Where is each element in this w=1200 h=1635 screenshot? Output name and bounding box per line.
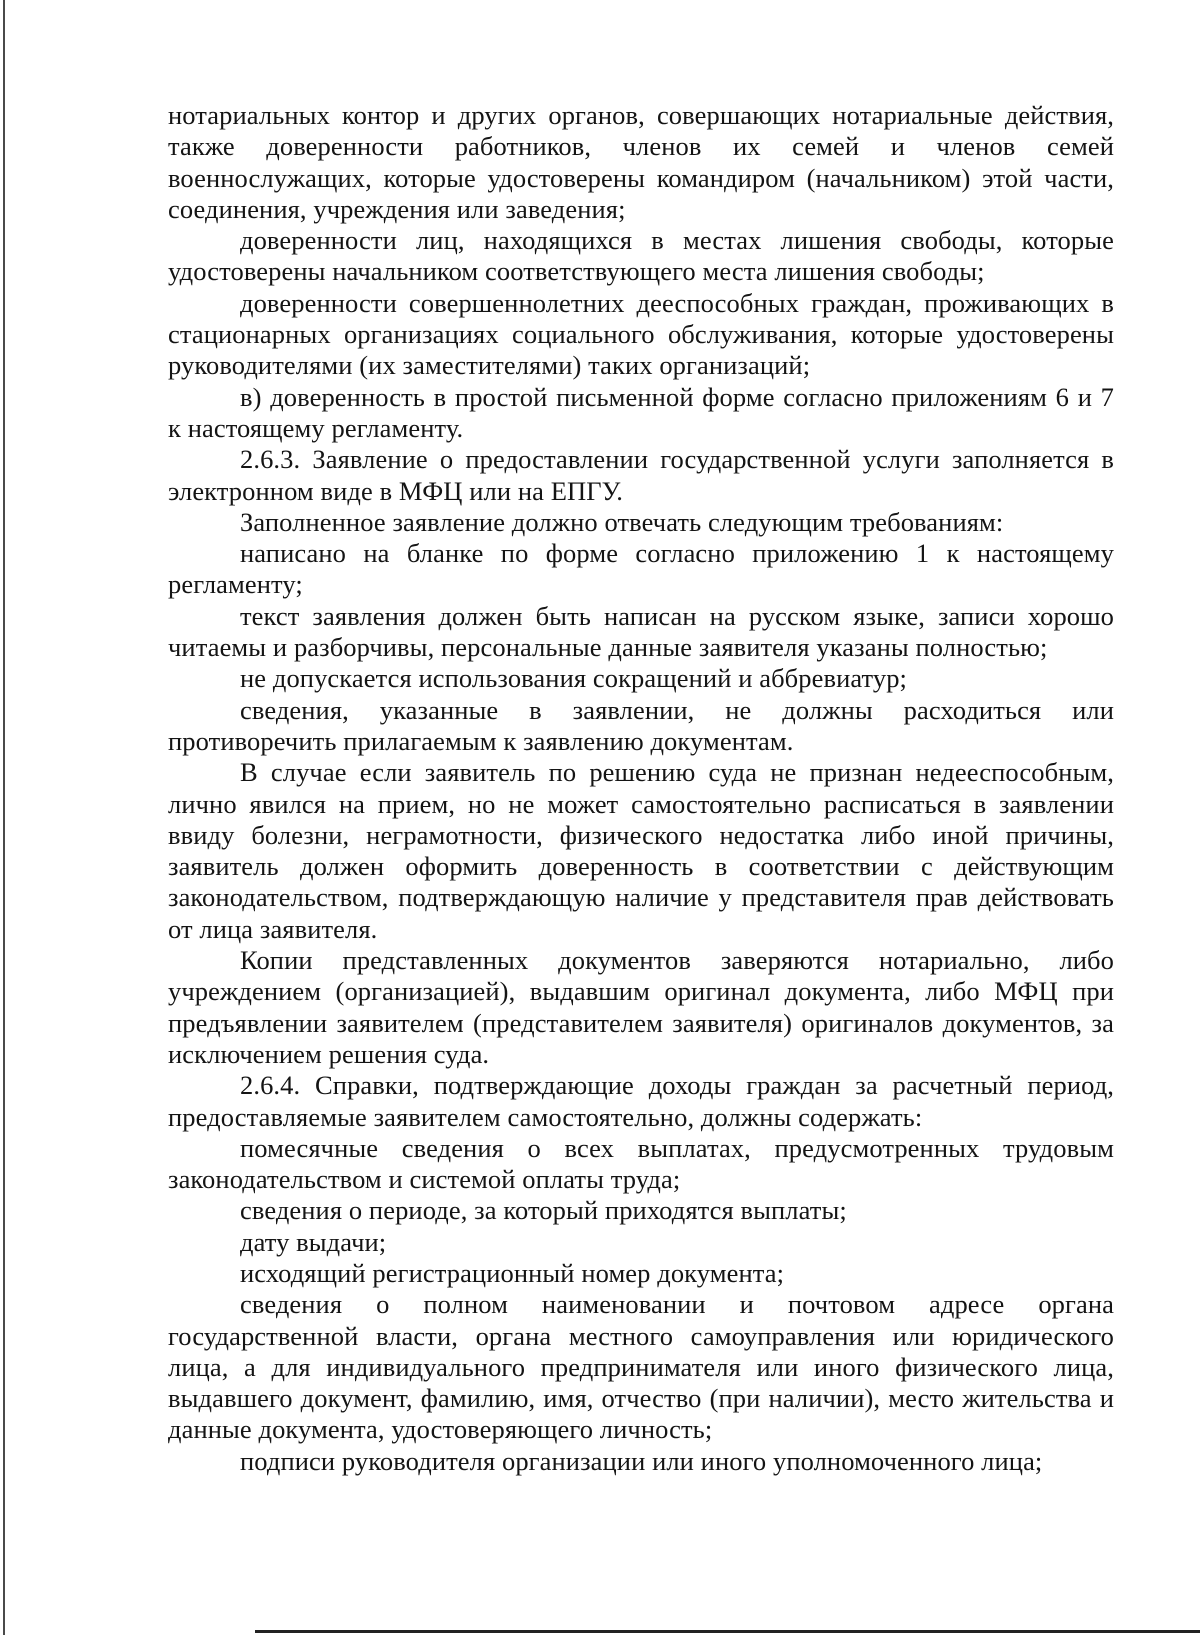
paragraph-registration-number: исходящий регистрационный номер документа; (240, 1257, 785, 1288)
paragraph-issuer-details: сведения о полном наименовании и почтовом адресе органа государственной власти, органа местного самоуправления или юридического лица, а для индивидуального предпринимателя или иного физического лица, выдавшего документ, фамилию, имя, отчество (при наличии), место жительства и данные документа, удостоверяющего личность; (168, 1289, 1114, 1445)
paragraph-simple-written-power: в) доверенность в простой письменной форме согласно приложениям 6 и 7 к настоящему регламенту. (168, 381, 1114, 443)
paragraph-russian-language: текст заявления должен быть написан на русском языке, записи хорошо читаемы и разборчивы, персональные данные заявителя указаны полностью; (168, 600, 1114, 663)
paragraph-monthly-payments: помесячные сведения о всех выплатах, предусмотренных трудовым законодательством и системой оплаты труда; (168, 1132, 1114, 1195)
document-body (168, 100, 1114, 1477)
paragraph-section-2-6-4: 2.6.4. Справки, подтверждающие доходы граждан за расчетный период, предоставляемые заявителем самостоятельно, должны содержать: (168, 1070, 1114, 1132)
paragraph-payment-period: сведения о периоде, за который приходятся выплаты; (240, 1195, 847, 1226)
paragraph-prison-powers: доверенности лиц, находящихся в местах лишения свободы, которые удостоверены начальником соответствующего места лишения свободы; (168, 225, 1114, 287)
paragraph-unable-to-sign: В случае если заявитель по решению суда не признан недееспособным, лично явился на прием, но не может самостоятельно расписаться в заявлении ввиду болезни, неграмотности, физического недостатка либо иной причины, заявитель должен оформить доверенность в соответствии с действующим законодательством, подтверждающую наличие у представителя прав действовать от лица заявителя. (168, 757, 1114, 944)
paragraph-no-contradictions: сведения, указанные в заявлении, не должны расходиться или противоречить прилагаемым к заявлению документам. (168, 694, 1114, 756)
paragraph-care-facility-powers: доверенности совершеннолетних дееспособных граждан, проживающих в стационарных организациях социального обслуживания, которые удостоверены руководителями (их заместителями) таких организаций; (168, 287, 1114, 381)
paragraph-issue-date: дату выдачи; (240, 1226, 387, 1257)
paragraph-requirements-intro: Заполненное заявление должно отвечать следующим требованиям: (240, 506, 1004, 537)
paragraph-section-2-6-3: 2.6.3. Заявление о предоставлении государственной услуги заполняется в электронном виде в МФЦ или на ЕПГУ. (168, 444, 1114, 506)
paragraph-signatures: подписи руководителя организации или иного уполномоченного лица; (240, 1445, 1043, 1476)
scan-left-edge (3, 0, 5, 1635)
scan-bottom-edge (255, 1630, 1200, 1633)
paragraph-copies-certified: Копии представленных документов заверяются нотариально, либо учреждением (организацией), выдавшим оригинал документа, либо МФЦ при предъявлении заявителем (представителем заявителя) оригиналов документов, за исключением решения суда. (168, 945, 1114, 1069)
paragraph-continuation-notarial: нотариальных контор и других органов, совершающих нотариальные действия, также доверенности работников, членов их семей и членов семей военнослужащих, которые удостоверены командиром (начальником) этой части, соединения, учреждения или заведения; (168, 100, 1114, 224)
paragraph-form-blank: написано на бланке по форме согласно приложению 1 к настоящему регламенту; (168, 538, 1114, 600)
paragraph-no-abbreviations: не допускается использования сокращений и аббревиатур; (240, 663, 908, 694)
